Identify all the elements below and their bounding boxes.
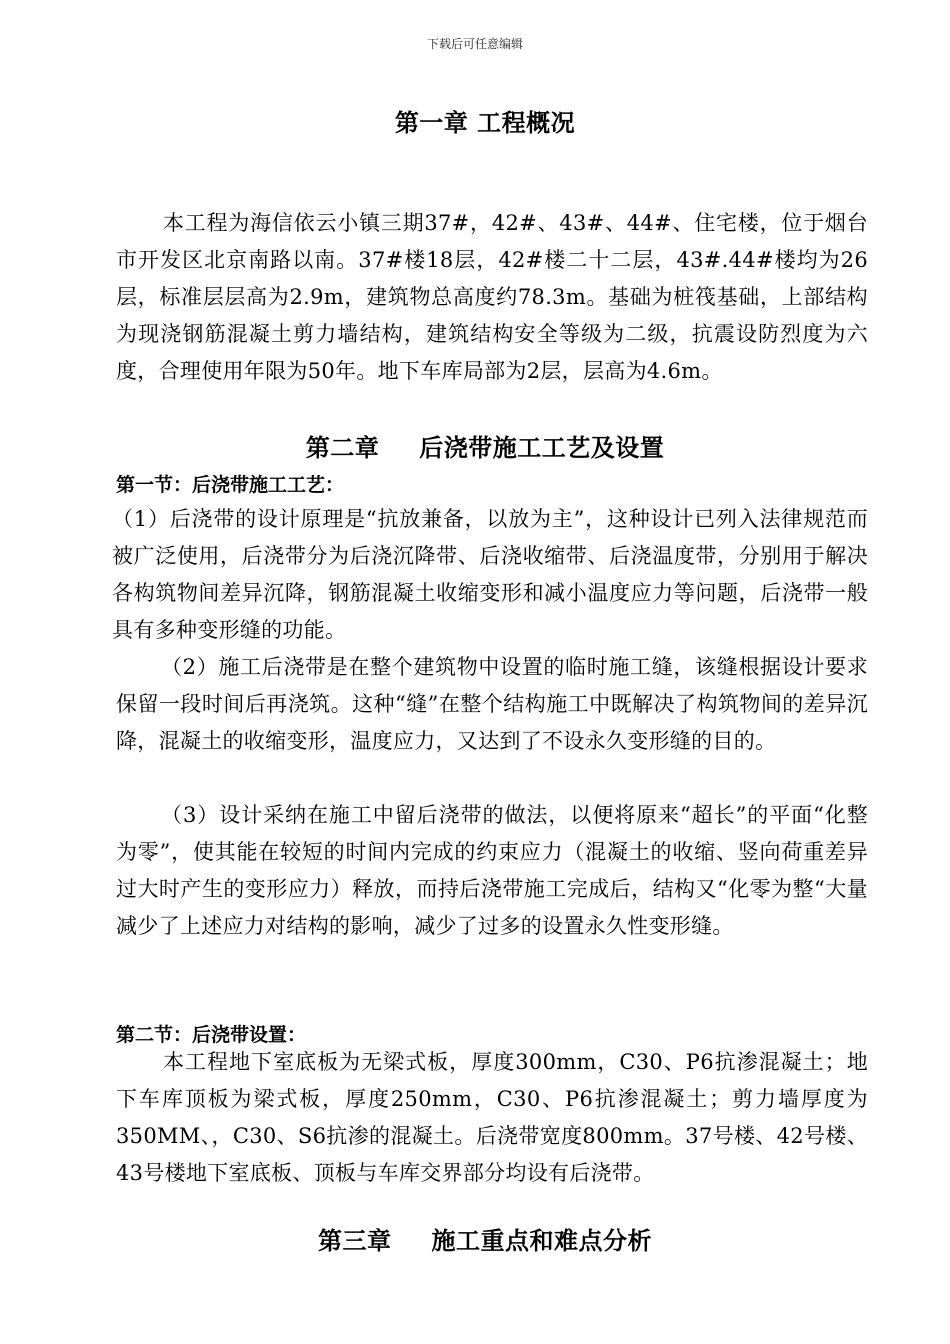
chapter-3-number: 第三章 [318,1227,392,1255]
section-1-paragraph-2: （2）施工后浇带是在整个建筑物中设置的临时施工缝，该缝根据设计要求保留一段时间后再浇筑。这种“缝”在整个结构施工中既解决了构筑物间的差异沉降，混凝土的收缩变形，温度应力，又达到了不设永久变形缝的目的。 [116,655,868,753]
section-1-title: 第一节：后浇带施工工艺： [116,474,345,496]
header-note: 下载后可任意编辑 [426,37,523,51]
section-1-paragraph-3: （3）设计采纳在施工中留后浇带的做法，以便将原来“超长”的平面“化整为零”，使其能在较短的时间内完成的约束应力（混凝土的收缩、竖向荷重差异过大时产生的变形应力）释放，而持后浇带施工完成后，结构又“化零为整“大量减少了上述应力对结构的影响，减少了过多的设置永久性变形缝。 [116,803,868,938]
chapter-1-title: 第一章 工程概况 [394,109,576,137]
chapter-2-title [0,428,950,463]
chapter-3-title [0,1221,950,1256]
chapter-1-paragraph: 本工程为海信依云小镇三期37#，42#、43#、44#、住宅楼，位于烟台市开发区北京南路以南。37#楼18层，42#楼二十二层，43#.44#楼均为26层，标准层层高为2.9m，建筑物总高度约78.3m。基础为桩筏基础，上部结构为现浇钢筋混凝土剪力墙结构，建筑结构安全等级为二级，抗震设防烈度为六度，合理使用年限为50年。地下车库局部为2层，层高为4.6m。 [116,211,868,383]
section-2-title: 第二节：后浇带设置： [116,1024,307,1046]
section-1-paragraph-1: （1）后浇带的设计原理是“抗放兼备，以放为主”，这种设计已列入法律规范而被广泛使用，后浇带分为后浇沉降带、后浇收缩带、后浇温度带，分别用于解决各构筑物间差异沉降，钢筋混凝土收缩变形和减小温度应力等问题，后浇带一般具有多种变形缝的功能。 [112,507,868,642]
chapter-2-number: 第二章 [305,434,380,462]
chapter-2-heading: 后浇带施工工艺及设置 [419,434,665,462]
chapter-3-heading: 施工重点和难点分析 [431,1227,652,1255]
section-2-paragraph-1: 本工程地下室底板为无梁式板，厚度300mm，C30、P6抗渗混凝土；地下车库顶板为梁式板，厚度250mm，C30、P6抗渗混凝土；剪力墙厚度为350MM、，C30、S6抗渗的混凝土。后浇带宽度800mm。37号楼、42号楼、43号楼地下室底板、顶板与车库交界部分均设有后浇带。 [116,1050,868,1185]
